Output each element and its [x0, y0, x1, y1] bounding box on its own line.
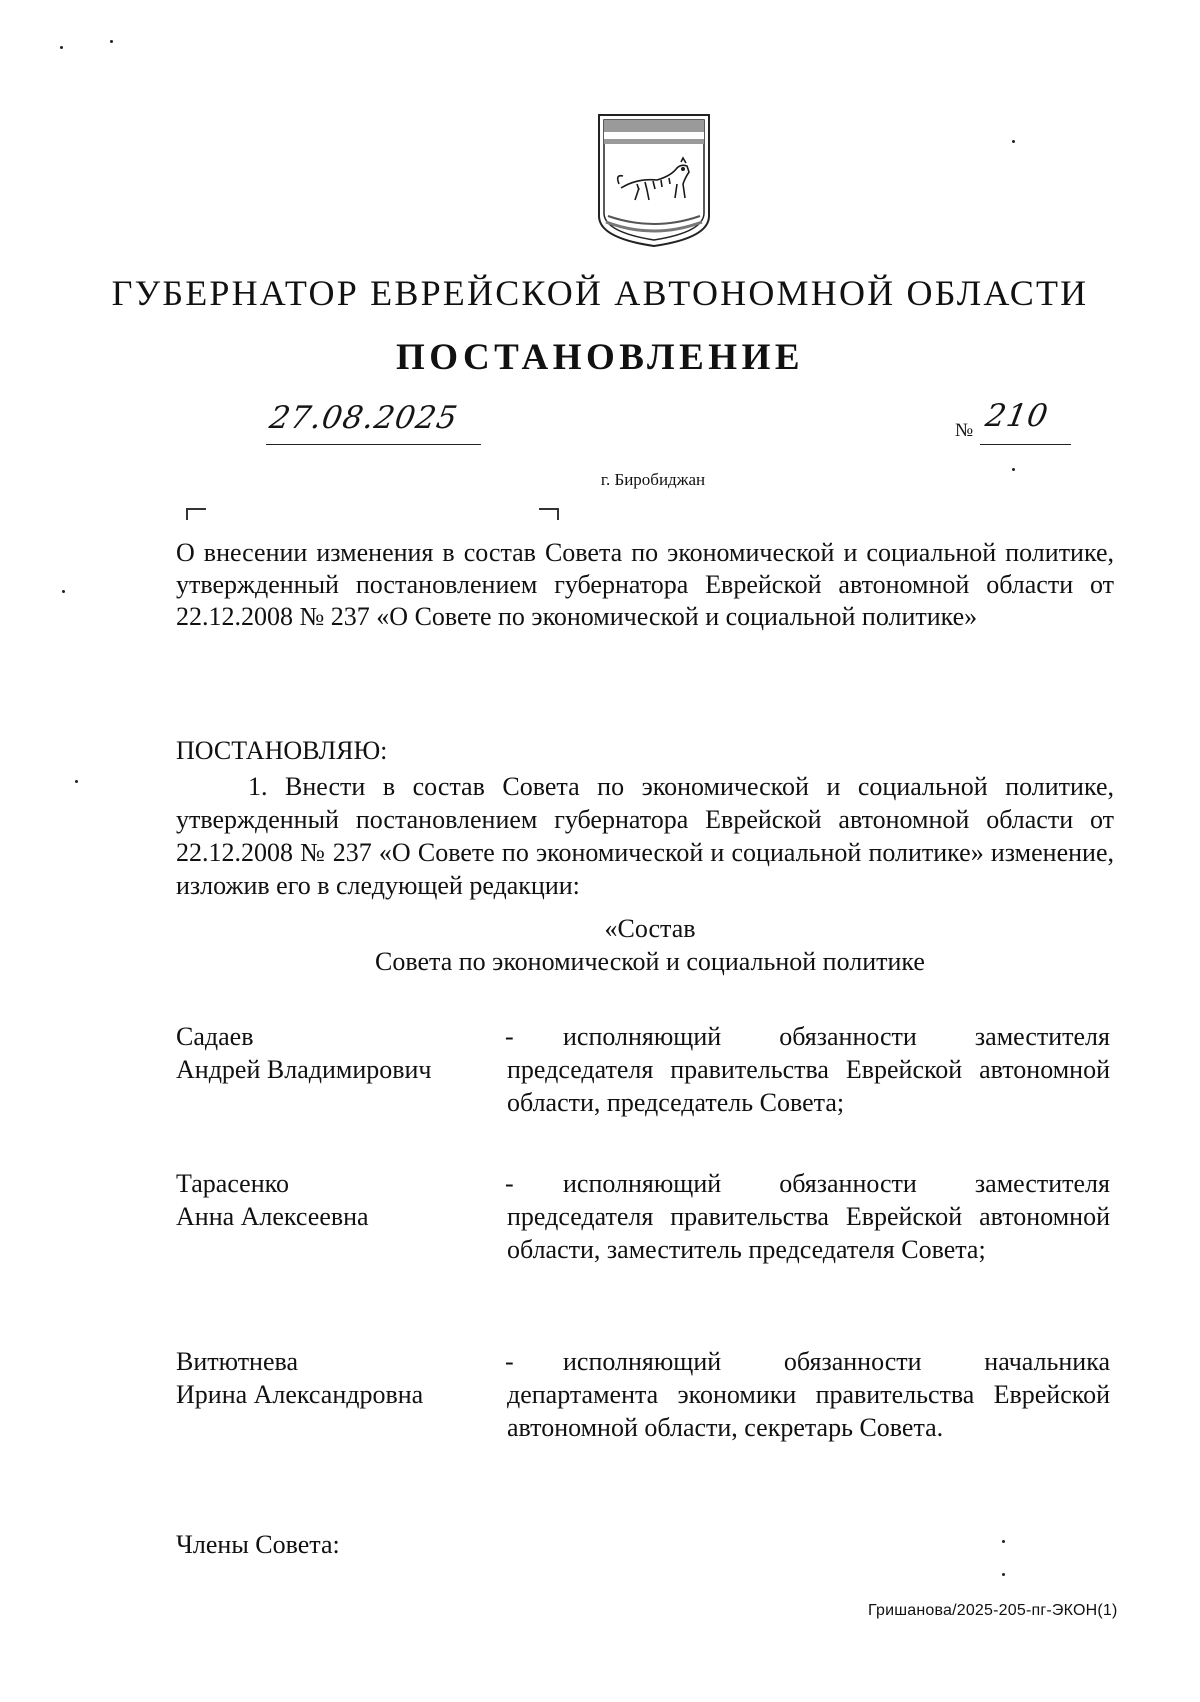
issuing-authority: ГУБЕРНАТОР ЕВРЕЙСКОЙ АВТОНОМНОЙ ОБЛАСТИ — [111, 273, 1089, 313]
bracket-corner-left — [186, 508, 206, 520]
member-role-text: исполняющий обязанности заместителя председателя правительства Еврейской автономной области, заместитель председателя Совета; — [507, 1169, 1110, 1264]
document-subject: О внесении изменения в состав Совета по экономической и социальной политике, утвержденный постановлением губернатора Еврейской автономной области от 22.12.2008 № 237 «О Совете по экономической и социальной политике» — [176, 538, 1114, 631]
scan-speck — [62, 590, 65, 593]
dash: - — [505, 1169, 514, 1198]
composition-title-line-1: «Состав — [604, 914, 696, 943]
member-given-names: Анна Алексеевна — [176, 1202, 369, 1231]
scan-speck — [1002, 1540, 1005, 1543]
member-role — [507, 1020, 1110, 1119]
member-name — [176, 1167, 476, 1233]
bracket-corner-right — [539, 508, 559, 520]
member-surname: Витютнева — [176, 1347, 298, 1376]
coat-of-arms — [595, 112, 713, 248]
scan-speck — [1012, 140, 1015, 143]
handwritten-date: 27.08.2025 — [266, 400, 461, 436]
member-surname: Тарасенко — [176, 1169, 289, 1198]
scan-speck — [1012, 468, 1015, 471]
member-name — [176, 1345, 476, 1411]
member-role-text: исполняющий обязанности заместителя председателя правительства Еврейской автономной области, председатель Совета; — [507, 1022, 1110, 1117]
member-role — [507, 1167, 1110, 1266]
member-role-text: исполняющий обязанности начальника департамента экономики правительства Еврейской автономной области, секретарь Совета. — [507, 1347, 1110, 1442]
scan-speck — [110, 40, 113, 43]
council-members-label: Члены Совета: — [176, 1530, 340, 1559]
paragraph-1: 1. Внести в состав Совета по экономической и социальной политике, утвержденный постановлением губернатора Еврейской автономной области от 22.12.2008 № 237 «О Совете по экономической и социальной политике» изменение, изложив его в следующей редакции: — [176, 772, 1114, 900]
number-label: № — [955, 420, 974, 441]
scan-speck — [75, 780, 78, 783]
composition-title-line-2: Совета по экономической и социальной политике — [375, 947, 925, 976]
dash: - — [505, 1022, 514, 1051]
city: г. Биробиджан — [600, 470, 706, 489]
document-type-title: ПОСТАНОВЛЕНИЕ — [395, 337, 805, 378]
tiger-coat-of-arms-icon — [595, 112, 713, 248]
member-given-names: Андрей Владимирович — [176, 1055, 432, 1084]
scan-speck — [1002, 1573, 1005, 1576]
scan-speck — [60, 46, 63, 49]
handwritten-number: 210 — [982, 398, 1052, 434]
composition-title — [0, 912, 1200, 978]
document-reference: Гришанова/2025-205-пг-ЭКОН(1) — [868, 1602, 1118, 1619]
dash: - — [505, 1347, 514, 1376]
date-field — [266, 398, 481, 445]
decree-word: ПОСТАНОВЛЯЮ: — [176, 736, 388, 765]
member-name — [176, 1020, 476, 1086]
member-surname: Садаев — [176, 1022, 254, 1051]
number-field — [980, 398, 1071, 445]
member-given-names: Ирина Александровна — [176, 1380, 424, 1409]
member-role — [507, 1345, 1110, 1444]
